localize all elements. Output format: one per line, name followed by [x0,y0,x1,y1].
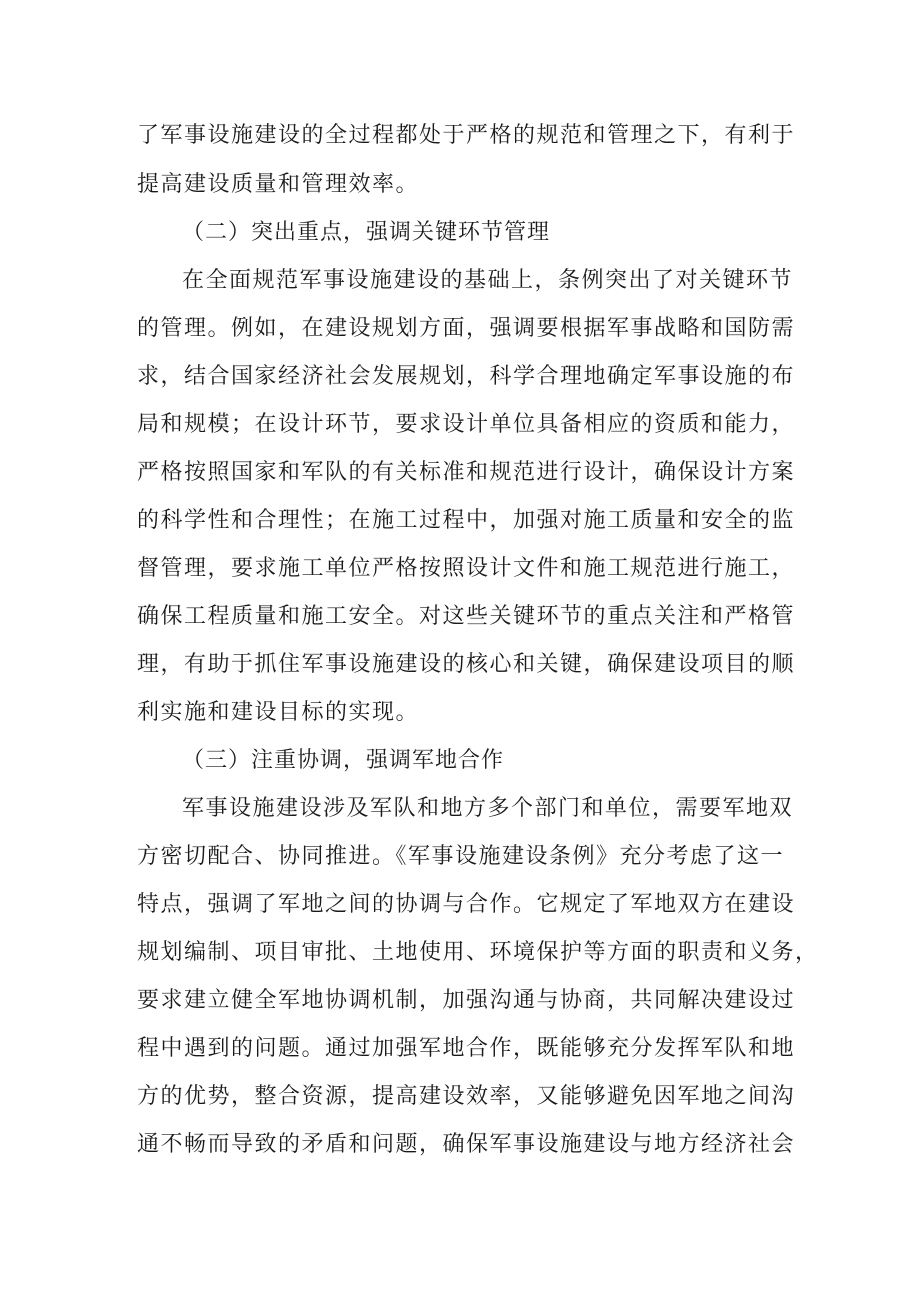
section-heading-3: （三）注重协调，强调军地合作 [182,748,505,773]
paragraph-line: 求，结合国家经济社会发展规划，科学合理地确定军事设施的布 [137,364,796,389]
paragraph-line: 督管理，要求施工单位严格按照设计文件和施工规范进行施工， [137,556,796,581]
paragraph-line: 方的优势，整合资源，提高建设效率，又能够避免因军地之间沟 [137,1084,796,1109]
paragraph-line: 严格按照国家和军队的有关标准和规范进行设计，确保设计方案 [137,460,796,485]
paragraph-line: 局和规模；在设计环节，要求设计单位具备相应的资质和能力， [137,412,796,437]
paragraph-line: 利实施和建设目标的实现。 [137,700,420,725]
paragraph-line: 确保工程质量和施工安全。对这些关键环节的重点关注和严格管 [137,604,796,629]
paragraph-line: 了军事设施建设的全过程都处于严格的规范和管理之下，有利于 [137,123,796,148]
paragraph-line: 在全面规范军事设施建设的基础上，条例突出了对关键环节 [182,268,794,293]
paragraph-line: 方密切配合、协同推进。《军事设施建设条例》充分考虑了这一 [137,844,785,869]
paragraph-line: 理，有助于抓住军事设施建设的核心和关键，确保建设项目的顺 [137,652,796,677]
paragraph-line: 提高建设质量和管理效率。 [137,172,420,197]
paragraph-line: 规划编制、项目审批、土地使用、环境保护等方面的职责和义务， [137,940,819,965]
paragraph-line: 的科学性和合理性；在施工过程中，加强对施工质量和安全的监 [137,508,796,533]
paragraph-line: 的管理。例如，在建设规划方面，强调要根据军事战略和国防需 [137,316,796,341]
paragraph-line: 特点，强调了军地之间的协调与合作。它规定了军地双方在建设 [137,892,796,917]
paragraph-line: 通不畅而导致的矛盾和问题，确保军事设施建设与地方经济社会 [137,1132,796,1157]
paragraph-line: 要求建立健全军地协调机制，加强沟通与协商，共同解决建设过 [137,988,796,1013]
paragraph-line: 军事设施建设涉及军队和地方多个部门和单位，需要军地双 [182,796,794,821]
paragraph-line: 程中遇到的问题。通过加强军地合作，既能够充分发挥军队和地 [137,1036,796,1061]
section-heading-2: （二）突出重点，强调关键环节管理 [182,220,551,245]
